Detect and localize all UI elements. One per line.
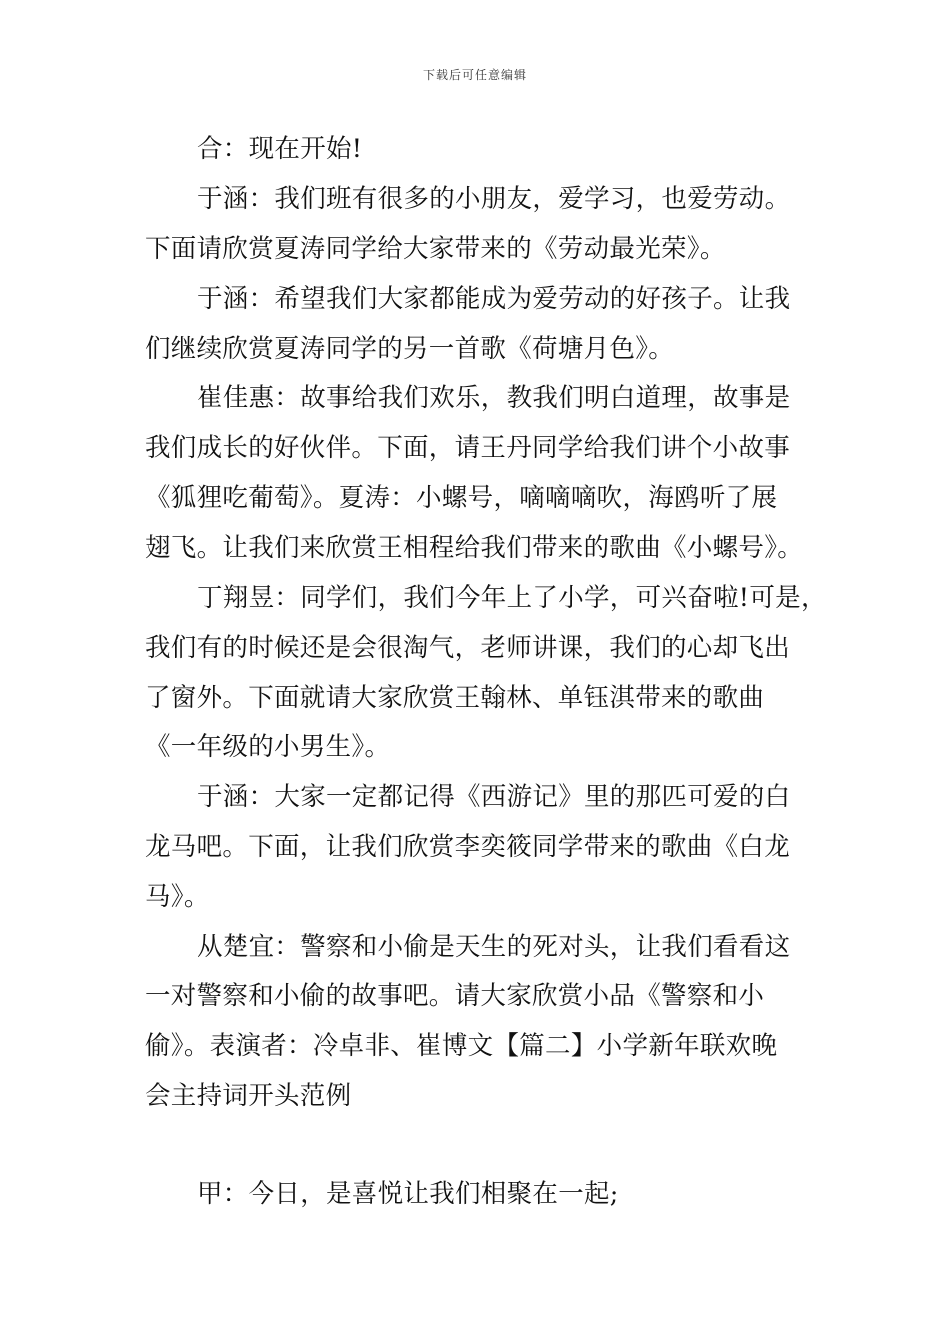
page-header: 下载后可任意编辑 — [422, 68, 527, 82]
text-line: 下面请欣赏夏涛同学给大家带来的《劳动最光荣》。 — [145, 234, 726, 264]
text-line: 了窗外。下面就请大家欣赏王翰林、单钰淇带来的歌曲 — [145, 683, 765, 713]
text-line: 崔佳惠：故事给我们欢乐，教我们明白道理，故事是 — [197, 383, 791, 413]
text-line: 们继续欣赏夏涛同学的另一首歌《荷塘月色》。 — [145, 334, 675, 364]
text-line: 《一年级的小男生》。 — [145, 732, 391, 762]
text-line: 我们有的时候还是会很淘气，老师讲课，我们的心却飞出 — [145, 633, 791, 663]
text-line: 甲：今日，是喜悦让我们相聚在一起; — [197, 1179, 619, 1209]
text-line: 马》。 — [145, 882, 210, 912]
text-line: 丁翔昱：同学们，我们今年上了小学，可兴奋啦!可是， — [197, 583, 827, 613]
text-line: 于涵：希望我们大家都能成为爱劳动的好孩子。让我 — [197, 284, 791, 314]
text-line: 偷》。表演者：冷卓非、崔博文【篇二】小学新年联欢晚 — [145, 1031, 778, 1061]
text-line: 于涵：我们班有很多的小朋友，爱学习，也爱劳动。 — [197, 184, 791, 214]
text-line: 合：现在开始! — [197, 134, 363, 164]
text-line: 翅飞。让我们来欣赏王相程给我们带来的歌曲《小螺号》。 — [145, 533, 804, 563]
text-line: 从楚宜：警察和小偷是天生的死对头，让我们看看这 — [197, 932, 791, 962]
text-line: 我们成长的好伙伴。下面，请王丹同学给我们讲个小故事 — [145, 433, 791, 463]
text-line: 一对警察和小偷的故事吧。请大家欣赏小品《警察和小 — [145, 981, 765, 1011]
text-line: 龙马吧。下面，让我们欣赏李奕筱同学带来的歌曲《白龙 — [145, 832, 791, 862]
text-line: 于涵：大家一定都记得《西游记》里的那匹可爱的白 — [197, 782, 791, 812]
text-line: 《狐狸吃葡萄》。夏涛：小螺号，嘀嘀嘀吹，海鸥听了展 — [145, 483, 778, 513]
text-line: 会主持词开头范例 — [145, 1081, 352, 1111]
